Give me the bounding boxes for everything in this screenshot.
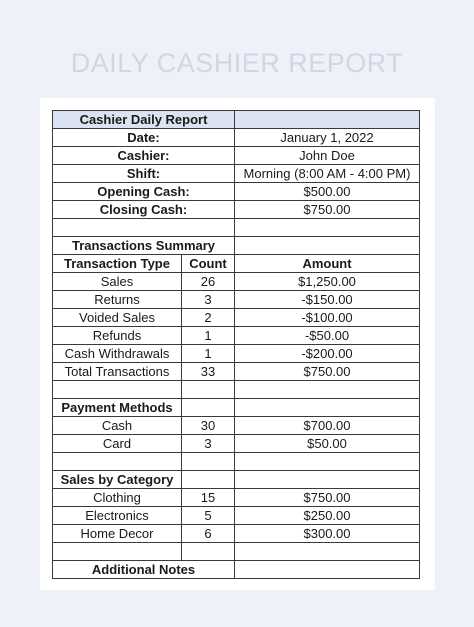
- category-amount: $750.00: [235, 489, 420, 507]
- table-row: [53, 417, 420, 435]
- table-row: [53, 525, 420, 543]
- header-row: [53, 111, 420, 129]
- column-header: Count: [182, 255, 235, 273]
- info-row: [53, 201, 420, 219]
- payment-count: 3: [182, 435, 235, 453]
- info-label: Date:: [53, 129, 235, 147]
- info-label: Opening Cash:: [53, 183, 235, 201]
- category-count: 15: [182, 489, 235, 507]
- info-value: Morning (8:00 AM - 4:00 PM): [235, 165, 420, 183]
- info-value: John Doe: [235, 147, 420, 165]
- table-row: [53, 345, 420, 363]
- transaction-type: Voided Sales: [53, 309, 182, 327]
- category-amount: $300.00: [235, 525, 420, 543]
- section-title-row: [53, 561, 420, 579]
- section-title-row: [53, 399, 420, 417]
- transaction-amount: -$200.00: [235, 345, 420, 363]
- section-title-row: [53, 471, 420, 489]
- table-row: [53, 435, 420, 453]
- transaction-type: Cash Withdrawals: [53, 345, 182, 363]
- page-title: DAILY CASHIER REPORT: [70, 48, 404, 78]
- transaction-count: 33: [182, 363, 235, 381]
- table-row: [53, 309, 420, 327]
- transaction-amount: $1,250.00: [235, 273, 420, 291]
- transaction-type: Returns: [53, 291, 182, 309]
- table-row: [53, 327, 420, 345]
- transaction-amount: $750.00: [235, 363, 420, 381]
- cashier-report-table: [52, 110, 420, 579]
- transaction-count: 26: [182, 273, 235, 291]
- info-label: Closing Cash:: [53, 201, 235, 219]
- table-row: [53, 273, 420, 291]
- category-name: Electronics: [53, 507, 182, 525]
- category-amount: $250.00: [235, 507, 420, 525]
- payment-method: Card: [53, 435, 182, 453]
- column-header-row: [53, 255, 420, 273]
- column-header: Amount: [235, 255, 420, 273]
- transaction-amount: -$150.00: [235, 291, 420, 309]
- column-header: Transaction Type: [53, 255, 182, 273]
- transaction-count: 1: [182, 345, 235, 363]
- table-row: [53, 507, 420, 525]
- report-header-title: Cashier Daily Report: [53, 111, 235, 129]
- payments-title: Payment Methods: [53, 399, 182, 417]
- category-count: 6: [182, 525, 235, 543]
- info-value: $750.00: [235, 201, 420, 219]
- category-name: Clothing: [53, 489, 182, 507]
- categories-title: Sales by Category: [53, 471, 182, 489]
- table-row: [53, 489, 420, 507]
- payment-count: 30: [182, 417, 235, 435]
- transaction-type: Sales: [53, 273, 182, 291]
- transaction-type: Refunds: [53, 327, 182, 345]
- table-row: [53, 363, 420, 381]
- notes-value: [235, 561, 420, 579]
- transaction-count: 2: [182, 309, 235, 327]
- info-value: January 1, 2022: [235, 129, 420, 147]
- transactions-title: Transactions Summary: [53, 237, 235, 255]
- transaction-amount: -$50.00: [235, 327, 420, 345]
- info-row: [53, 165, 420, 183]
- blank-row: [53, 543, 420, 561]
- payment-method: Cash: [53, 417, 182, 435]
- category-count: 5: [182, 507, 235, 525]
- blank-row: [53, 219, 420, 237]
- payment-amount: $50.00: [235, 435, 420, 453]
- payment-amount: $700.00: [235, 417, 420, 435]
- info-label: Cashier:: [53, 147, 235, 165]
- info-row: [53, 129, 420, 147]
- transaction-count: 1: [182, 327, 235, 345]
- table-row: [53, 291, 420, 309]
- report-header-empty: [235, 111, 420, 129]
- info-row: [53, 183, 420, 201]
- info-row: [53, 147, 420, 165]
- category-name: Home Decor: [53, 525, 182, 543]
- notes-title: Additional Notes: [53, 561, 235, 579]
- transaction-type: Total Transactions: [53, 363, 182, 381]
- blank-row: [53, 381, 420, 399]
- transaction-count: 3: [182, 291, 235, 309]
- transaction-amount: -$100.00: [235, 309, 420, 327]
- blank-row: [53, 453, 420, 471]
- section-title-row: [53, 237, 420, 255]
- info-value: $500.00: [235, 183, 420, 201]
- info-label: Shift:: [53, 165, 235, 183]
